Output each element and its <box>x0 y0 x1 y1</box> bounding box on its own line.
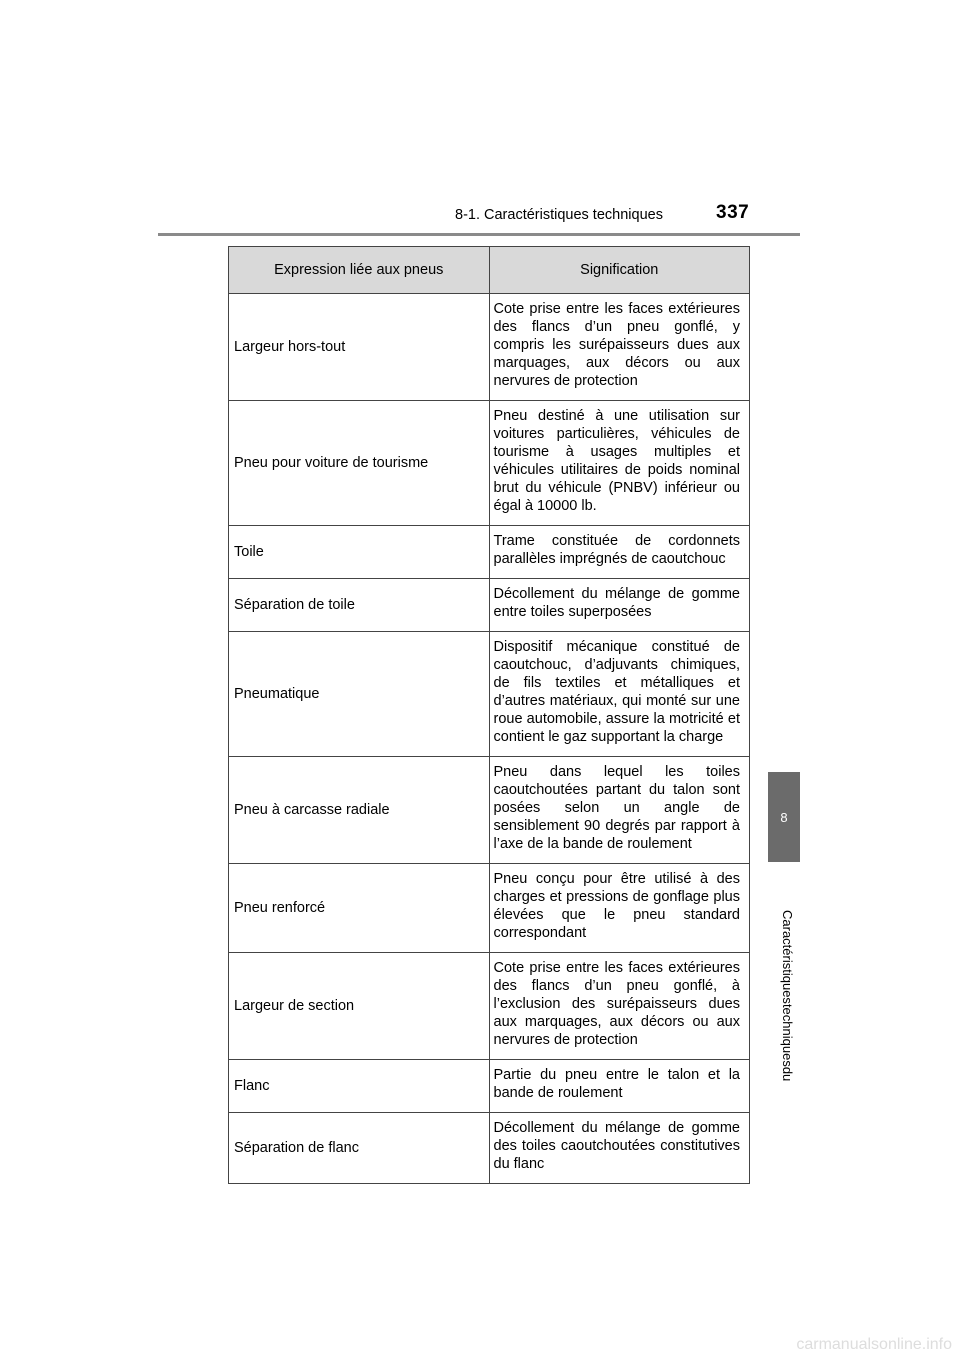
definition-cell: Cote prise entre les faces extérieures des flancs d’un pneu gonflé, à l’exclusion des surépaisseurs dues aux marquages, aux décors ou aux nervures de protection <box>489 953 750 1060</box>
table-row <box>229 953 750 1060</box>
definition-cell: Pneu dans lequel les toiles caoutchoutées partant du talon sont posées selon un angle de sensiblement 90 degrés par rapport à l’axe de la bande de roulement <box>489 757 750 864</box>
term-cell: Séparation de toile <box>229 579 490 632</box>
term-cell: Toile <box>229 526 490 579</box>
chapter-number: 8 <box>780 809 788 825</box>
term-cell: Pneu à carcasse radiale <box>229 757 490 864</box>
table-row <box>229 579 750 632</box>
column-header-meaning: Signification <box>489 247 750 294</box>
chapter-label-word: techniques <box>780 1003 795 1067</box>
definition-cell: Décollement du mélange de gomme des toiles caoutchoutées constitutives du flanc <box>489 1113 750 1184</box>
definition-cell: Pneu conçu pour être utilisé à des charges et pressions de gonflage plus élevées que le pneu standard correspondant <box>489 864 750 953</box>
table-header-row <box>229 247 750 294</box>
table-row <box>229 526 750 579</box>
chapter-label-word: Caractéristiques <box>780 910 795 1004</box>
term-cell: Largeur de section <box>229 953 490 1060</box>
chapter-label <box>775 910 795 1080</box>
term-cell: Pneu pour voiture de tourisme <box>229 401 490 526</box>
chapter-label-word: du <box>780 1066 795 1082</box>
page-number: 337 <box>716 202 750 223</box>
watermark: carmanualsonline.info <box>796 1336 952 1353</box>
header-divider <box>158 233 800 236</box>
term-cell: Pneu renforcé <box>229 864 490 953</box>
definition-cell: Cote prise entre les faces extérieures des flancs d’un pneu gonflé, y compris les surépaisseurs dues aux marquages, aux décors ou aux nervures de protection <box>489 294 750 401</box>
definition-cell: Décollement du mélange de gomme entre toiles superposées <box>489 579 750 632</box>
definition-cell: Dispositif mécanique constitué de caoutchouc, d’adjuvants chimiques, de fils textiles et métalliques et d’autres matériaux, qui monté sur une roue automobile, assure la motricité et contient le gaz supportant la charge <box>489 632 750 757</box>
definition-cell: Pneu destiné à une utilisation sur voitures particulières, véhicules de tourisme à usages multiples et véhicules utilitaires de poids nominal brut du véhicule (PNBV) inférieur ou égal à 10000 lb. <box>489 401 750 526</box>
section-title: 8-1. Caractéristiques techniques <box>455 207 663 223</box>
term-cell: Largeur hors-tout <box>229 294 490 401</box>
definition-cell: Trame constituée de cordonnets parallèles imprégnés de caoutchouc <box>489 526 750 579</box>
table-row <box>229 757 750 864</box>
table-row <box>229 864 750 953</box>
column-header-term: Expression liée aux pneus <box>229 247 490 294</box>
term-cell: Séparation de flanc <box>229 1113 490 1184</box>
table-row <box>229 1060 750 1113</box>
table-row <box>229 294 750 401</box>
table-row <box>229 401 750 526</box>
table-row <box>229 1113 750 1184</box>
table-row <box>229 632 750 757</box>
term-cell: Flanc <box>229 1060 490 1113</box>
tire-terms-table <box>228 246 750 1184</box>
chapter-tab <box>768 772 800 862</box>
definition-cell: Partie du pneu entre le talon et la bande de roulement <box>489 1060 750 1113</box>
term-cell: Pneumatique <box>229 632 490 757</box>
